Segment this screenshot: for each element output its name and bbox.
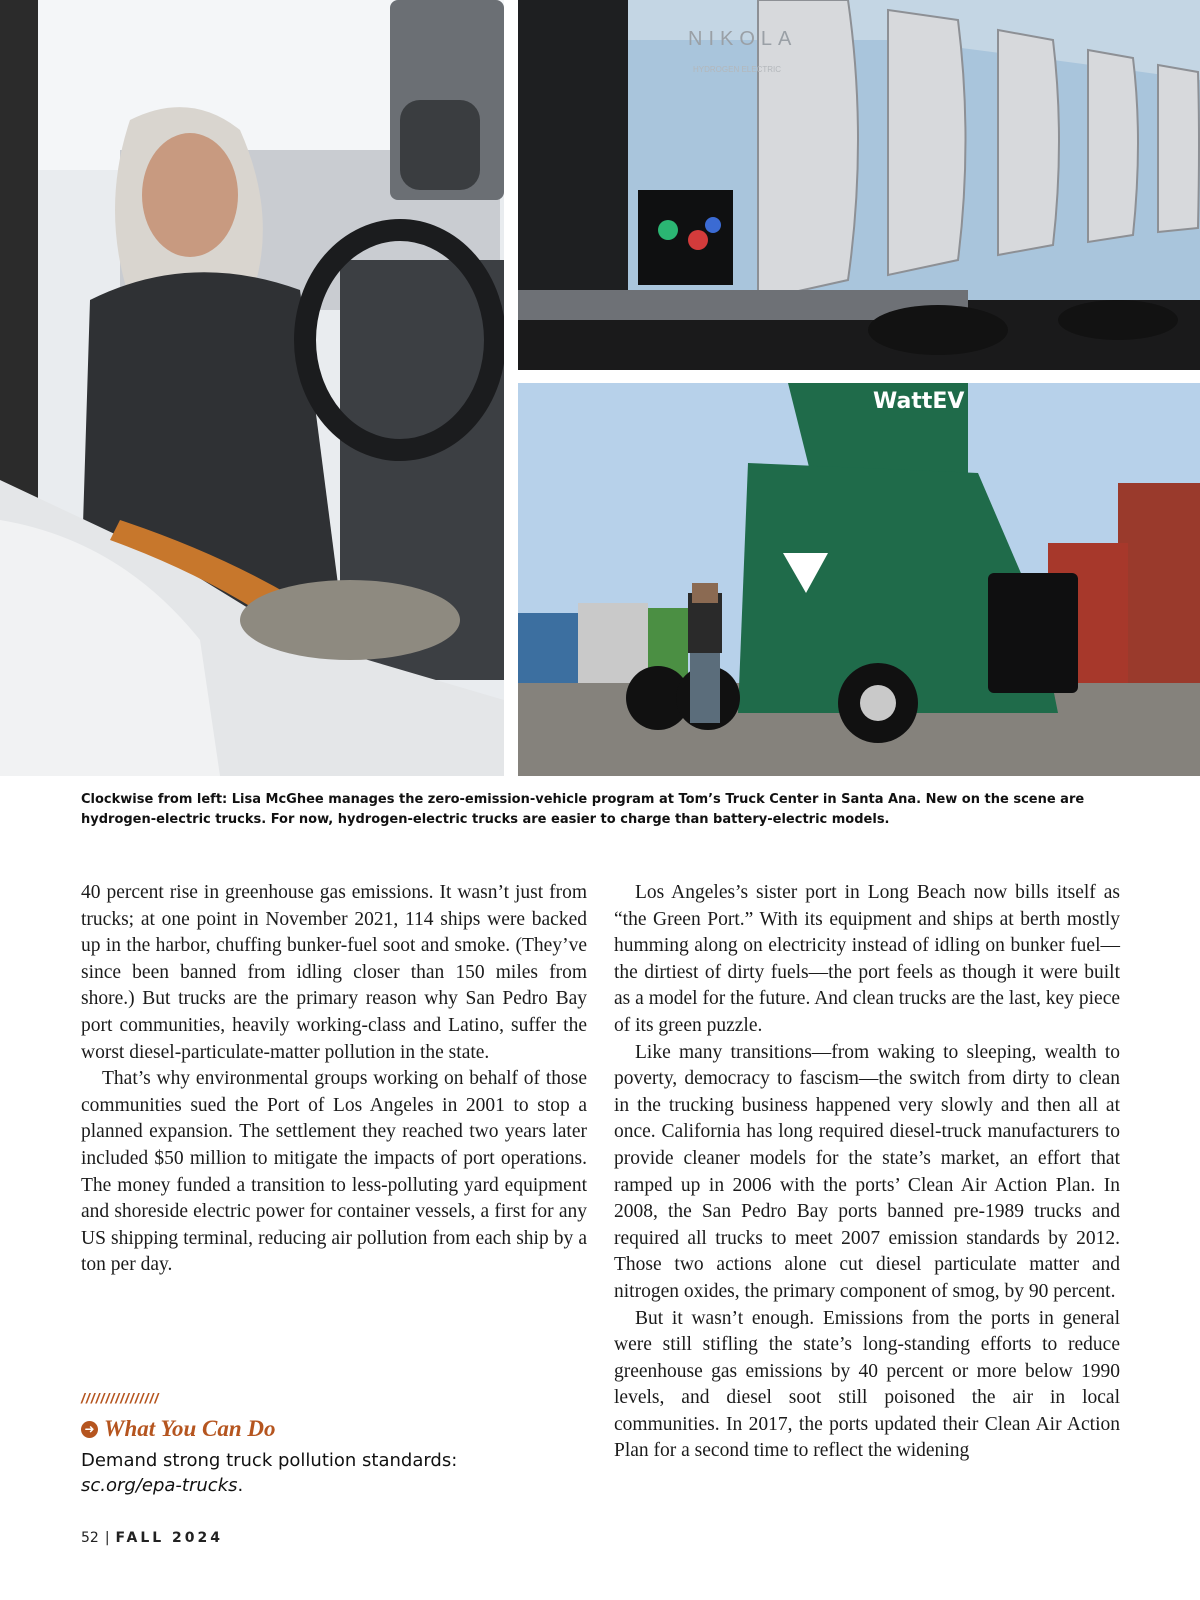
what-you-can-do-text bbox=[81, 1448, 501, 1498]
heading-text: What You Can Do bbox=[104, 1416, 276, 1441]
action-text: Demand strong truck pollution standards: bbox=[81, 1450, 458, 1471]
folio-separator: | bbox=[104, 1530, 110, 1546]
page-number: 52 bbox=[81, 1530, 99, 1546]
nikola-badge: NIKOLA bbox=[688, 28, 798, 50]
arrow-right-icon: ➜ bbox=[81, 1421, 98, 1438]
article-column-right bbox=[614, 880, 1120, 1465]
decorative-slashes: //////////////// bbox=[81, 1390, 160, 1406]
paragraph: Los Angeles’s sister port in Long Beach now bills itself as “the Green Port.” With its equipment and ships at berth mostly humming along on electricity instead of idling on bunker fuel—the dirtiest of dirty fuels—the port feels as though it were built as a model for the future. And clean trucks are the last, key piece of its green puzzle. bbox=[614, 882, 1120, 1036]
photo-hydrogen-trucks bbox=[518, 0, 1200, 370]
what-you-can-do-heading bbox=[81, 1416, 501, 1442]
punctuation: . bbox=[237, 1475, 244, 1496]
paragraph: But it wasn’t enough. Emissions from the ports in general were still stifling the state’s long-standing efforts to reduce greenhouse gas emissions by 40 percent or more below 1990 levels, and diesel soot still poisoned the air in local communities. In 2017, the ports updated their Clean Air Action Plan for a second time to reflect the widening bbox=[614, 1307, 1120, 1462]
what-you-can-do-box bbox=[81, 1390, 501, 1498]
page-folio bbox=[81, 1530, 223, 1546]
photo-wattev-truck bbox=[518, 383, 1200, 776]
paragraph: That’s why environmental groups working on behalf of those communities sued the Port of Los Angeles in 2001 to stop a planned expansion. The settlement they reached two years later included $50 million to mitigate the impacts of port operations. The money funded a transition to less-polluting yard equipment and shoreside electric power for container vessels, a first for any US shipping terminal, reducing air pollution from each ship by a ton per day. bbox=[81, 1068, 587, 1276]
epa-trucks-link[interactable]: sc.org/epa-trucks bbox=[81, 1475, 238, 1496]
hydrogen-label: HYDROGEN ELECTRIC bbox=[693, 65, 782, 74]
paragraph: 40 percent rise in greenhouse gas emissions. It wasn’t just from trucks; at one point in November 2021, 114 ships were backed up in the harbor, chuffing bunker-fuel soot and smoke. (They’ve since been banned from idling closer than 150 miles from shore.) But trucks are the primary reason why San Pedro Bay port communities, heavily working-class and Latino, suffer the worst diesel-particulate-matter pollution in the state. bbox=[81, 882, 587, 1063]
photo-caption: Clockwise from left: Lisa McGhee manages the zero-emission-vehicle program at Tom’s Truck Center in Santa Ana. New on the scene are hydrogen-electric trucks. For now, hydrogen-electric trucks are easier to charge than battery-electric models. bbox=[81, 792, 1085, 827]
photo-lisa-mcghee bbox=[0, 0, 504, 776]
issue-label: FALL 2024 bbox=[115, 1530, 224, 1546]
article-column-left bbox=[81, 880, 587, 1279]
paragraph: Like many transitions—from waking to sleeping, wealth to poverty, democracy to fascism—the switch from dirty to clean in the trucking business happened very slowly and then all at once. California has long required diesel-truck manufacturers to provide cleaner models for the state’s market, an effort that ramped up in 2006 with the ports’ Clean Air Action Plan. In 2008, the San Pedro Bay ports banned pre-1989 trucks and required all trucks to meet 2007 emission standards by 2012. Those two actions alone cut diesel particulate matter and nitrogen oxides, the primary component of smog, by 90 percent. bbox=[614, 1041, 1120, 1302]
wattev-badge: WattEV bbox=[873, 389, 965, 414]
